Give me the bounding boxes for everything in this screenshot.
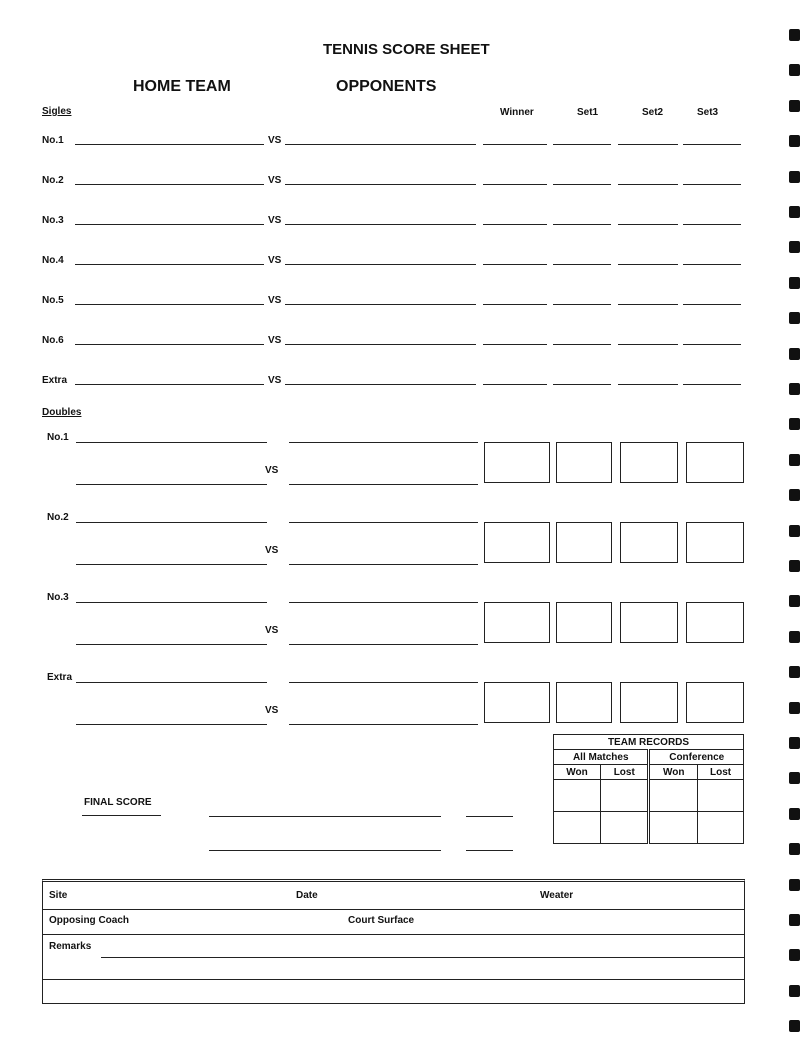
singles-heading: Sigles [42,106,72,117]
binder-hole [789,914,800,926]
record-cell[interactable] [554,812,601,844]
site-label: Site [49,890,68,901]
home-player-1-line[interactable] [76,682,267,683]
set1-box[interactable] [556,602,612,643]
binder-hole [789,985,800,997]
vs-label: VS [268,335,282,346]
opponent-player-2-line[interactable] [289,644,478,645]
opponent-player-line[interactable] [285,264,476,265]
site-line[interactable] [43,909,744,910]
binder-hole [789,241,800,253]
record-cell[interactable] [601,812,649,844]
binder-hole [789,418,800,430]
opponent-player-1-line[interactable] [289,682,478,683]
set3-line[interactable] [683,304,741,305]
conference-lost-header: Lost [698,765,744,780]
singles-row-label: No.6 [42,335,64,346]
set3-box[interactable] [686,602,744,643]
doubles-row-label: Extra [47,672,73,683]
final-score-home-line[interactable] [209,816,441,817]
singles-row-label: No.3 [42,215,64,226]
binder-hole [789,64,800,76]
opponent-player-2-line[interactable] [289,484,478,485]
set1-line[interactable] [553,304,611,305]
singles-row-label: No.1 [42,135,64,146]
binder-hole [789,1020,800,1032]
binder-hole [789,843,800,855]
winner-box[interactable] [484,602,550,643]
set2-column-header: Set2 [642,107,664,118]
set3-line[interactable] [683,184,741,185]
vs-label: VS [265,545,279,556]
winner-line[interactable] [483,264,547,265]
home-player-2-line[interactable] [76,564,267,565]
conference-won-header: Won [649,765,698,780]
remarks-line-2[interactable] [43,979,744,980]
set1-line[interactable] [553,384,611,385]
home-team-label: HOME TEAM [133,78,231,95]
conference-header: Conference [649,750,744,765]
binder-hole [789,100,800,112]
opponent-player-1-line[interactable] [289,522,478,523]
opponents-label: OPPONENTS [336,78,437,95]
set3-line[interactable] [683,144,741,145]
remarks-line[interactable] [101,957,744,958]
home-player-line[interactable] [75,304,264,305]
set3-line[interactable] [683,224,741,225]
doubles-row-label: No.3 [47,592,69,603]
weather-label: Weater [540,890,574,901]
set2-line[interactable] [618,184,678,185]
binder-hole [789,454,800,466]
set3-box[interactable] [686,522,744,563]
binder-hole [789,383,800,395]
home-player-2-line[interactable] [76,484,267,485]
set1-line[interactable] [553,224,611,225]
opposing-coach-label: Opposing Coach [49,915,129,926]
final-score-home-points-line[interactable] [466,816,513,817]
binder-hole [789,171,800,183]
court-surface-label: Court Surface [348,915,415,926]
team-records-table [553,734,744,844]
vs-label: VS [268,295,282,306]
binder-hole [789,560,800,572]
winner-box[interactable] [484,682,550,723]
binder-hole [789,277,800,289]
set2-line[interactable] [618,384,678,385]
set2-line[interactable] [618,344,678,345]
date-label: Date [296,890,318,901]
opponent-player-1-line[interactable] [289,602,478,603]
winner-line[interactable] [483,384,547,385]
all-matches-lost-header: Lost [601,765,649,780]
final-score-underline [82,815,161,816]
winner-box[interactable] [484,442,550,483]
binder-hole [789,772,800,784]
set2-box[interactable] [620,682,678,723]
set1-box[interactable] [556,442,612,483]
singles-row-label: Extra [42,375,68,386]
final-score-opponent-points-line[interactable] [466,850,513,851]
opponent-player-2-line[interactable] [289,724,478,725]
vs-label: VS [268,175,282,186]
vs-label: VS [268,215,282,226]
doubles-heading: Doubles [42,407,82,418]
home-player-1-line[interactable] [76,522,267,523]
set1-line[interactable] [553,344,611,345]
winner-column-header: Winner [500,107,534,118]
final-score-opponent-line[interactable] [209,850,441,851]
set2-box[interactable] [620,602,678,643]
opponent-player-line[interactable] [285,184,476,185]
set2-box[interactable] [620,442,678,483]
set1-line[interactable] [553,184,611,185]
home-player-1-line[interactable] [76,602,267,603]
set2-line[interactable] [618,224,678,225]
home-player-line[interactable] [75,224,264,225]
remarks-label: Remarks [49,941,92,952]
home-player-2-line[interactable] [76,644,267,645]
set1-column-header: Set1 [577,107,599,118]
coach-line[interactable] [43,934,744,935]
binder-hole [789,879,800,891]
vs-label: VS [268,255,282,266]
set1-line[interactable] [553,144,611,145]
opponent-player-1-line[interactable] [289,442,478,443]
set1-box[interactable] [556,682,612,723]
opponent-player-line[interactable] [285,144,476,145]
all-matches-header: All Matches [554,750,649,765]
vs-label: VS [265,625,279,636]
binder-hole [789,949,800,961]
binder-hole [789,702,800,714]
home-player-line[interactable] [75,264,264,265]
set2-box[interactable] [620,522,678,563]
record-cell[interactable] [601,780,649,812]
set2-line[interactable] [618,144,678,145]
binder-hole [789,29,800,41]
binder-hole [789,206,800,218]
opponent-player-2-line[interactable] [289,564,478,565]
winner-line[interactable] [483,224,547,225]
set3-box[interactable] [686,442,744,483]
record-cell[interactable] [649,780,698,812]
record-cell[interactable] [698,780,744,812]
winner-line[interactable] [483,184,547,185]
opponent-player-line[interactable] [285,304,476,305]
set3-box[interactable] [686,682,744,723]
opponent-player-line[interactable] [285,384,476,385]
binder-hole [789,489,800,501]
home-player-line[interactable] [75,344,264,345]
singles-row-label: No.2 [42,175,64,186]
set3-column-header: Set3 [697,107,719,118]
binder-hole [789,737,800,749]
vs-label: VS [268,135,282,146]
set2-line[interactable] [618,264,678,265]
team-records-title: TEAM RECORDS [554,735,744,750]
set3-line[interactable] [683,344,741,345]
set1-box[interactable] [556,522,612,563]
home-player-line[interactable] [75,184,264,185]
binder-hole [789,666,800,678]
singles-row-label: No.4 [42,255,64,266]
home-player-line[interactable] [75,144,264,145]
home-player-2-line[interactable] [76,724,267,725]
binder-hole [789,135,800,147]
winner-line[interactable] [483,344,547,345]
opponent-player-line[interactable] [285,224,476,225]
all-matches-won-header: Won [554,765,601,780]
match-info-box [42,879,745,1004]
home-player-line[interactable] [75,384,264,385]
final-score-label: FINAL SCORE [84,797,152,808]
record-cell[interactable] [698,812,744,844]
set1-line[interactable] [553,264,611,265]
doubles-row-label: No.1 [47,432,69,443]
home-player-1-line[interactable] [76,442,267,443]
binder-hole [789,312,800,324]
vs-label: VS [268,375,282,386]
binder-hole [789,595,800,607]
winner-box[interactable] [484,522,550,563]
set3-line[interactable] [683,264,741,265]
singles-row-label: No.5 [42,295,64,306]
vs-label: VS [265,705,279,716]
set2-line[interactable] [618,304,678,305]
binder-hole [789,808,800,820]
winner-line[interactable] [483,144,547,145]
binder-hole [789,525,800,537]
opponent-player-line[interactable] [285,344,476,345]
set3-line[interactable] [683,384,741,385]
page-title: TENNIS SCORE SHEET [323,41,490,58]
vs-label: VS [265,465,279,476]
binder-hole [789,348,800,360]
record-cell[interactable] [649,812,698,844]
doubles-row-label: No.2 [47,512,69,523]
binder-hole [789,631,800,643]
winner-line[interactable] [483,304,547,305]
record-cell[interactable] [554,780,601,812]
